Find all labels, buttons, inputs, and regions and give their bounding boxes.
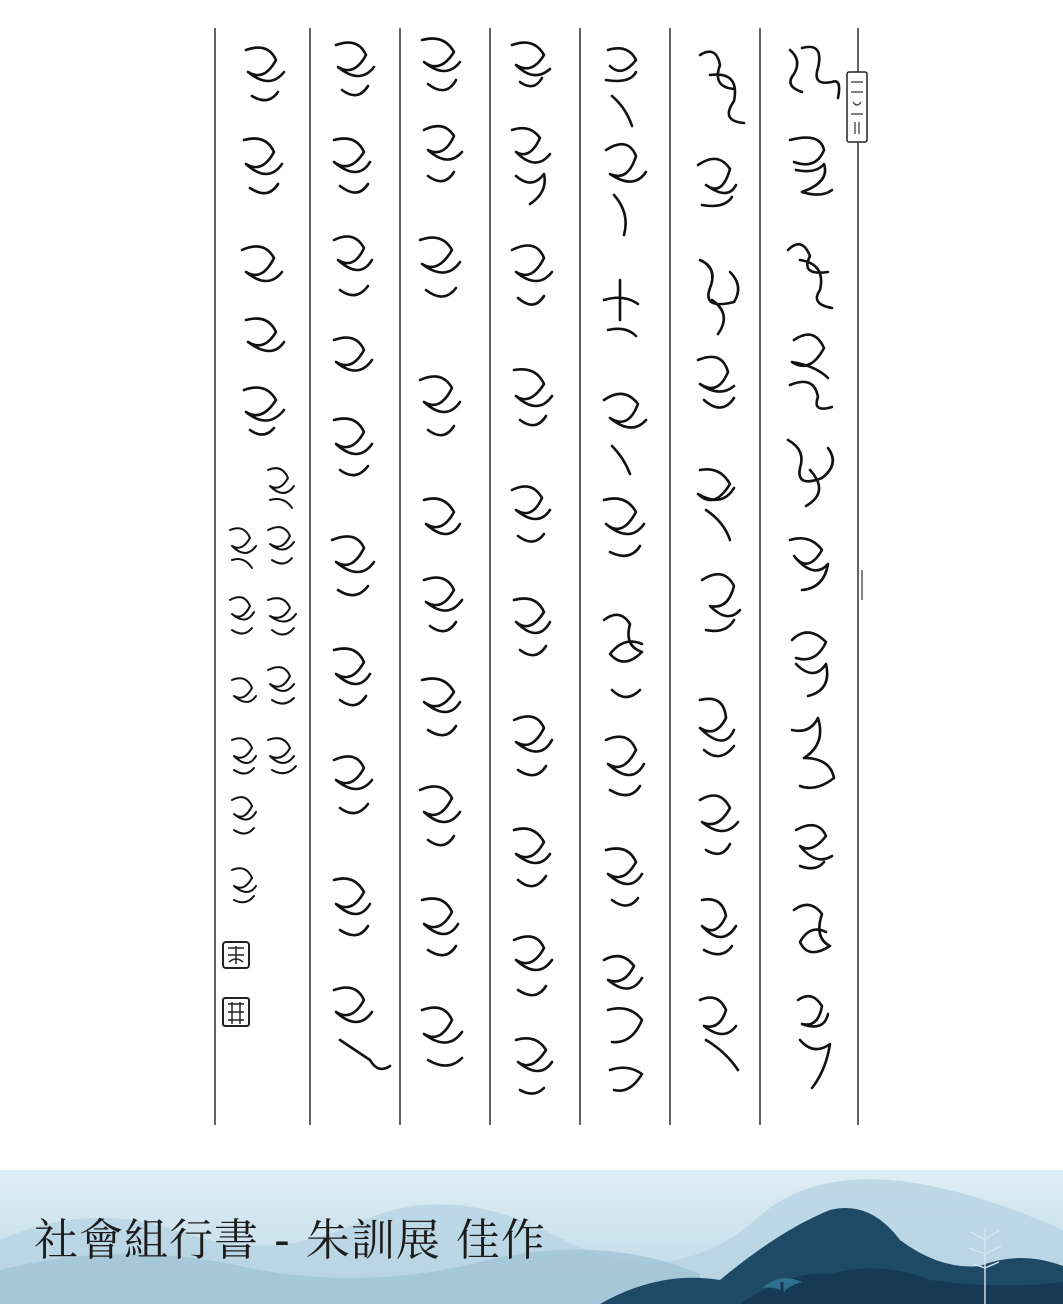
- calligraphy-column-1: [788, 47, 839, 1088]
- calligraphy-column-7: [242, 48, 284, 435]
- banner-title: 社會組行書 - 朱訓展 佳作: [34, 1215, 546, 1266]
- calligraphy-column-3: [604, 48, 646, 1090]
- name-seal: [223, 942, 249, 968]
- calligraphy-column-5: [420, 39, 462, 1066]
- column-rules: [215, 28, 858, 1125]
- signature-column-2: [230, 528, 256, 902]
- calligraphy-column-6: [332, 43, 390, 1069]
- calligraphy-column-4: [512, 43, 552, 1094]
- head-seal: [847, 72, 867, 142]
- signature-column-1: [268, 468, 296, 773]
- calligraphy-column-2: [698, 52, 744, 1070]
- title-banner: [0, 1170, 1063, 1304]
- style-seal: [223, 998, 249, 1026]
